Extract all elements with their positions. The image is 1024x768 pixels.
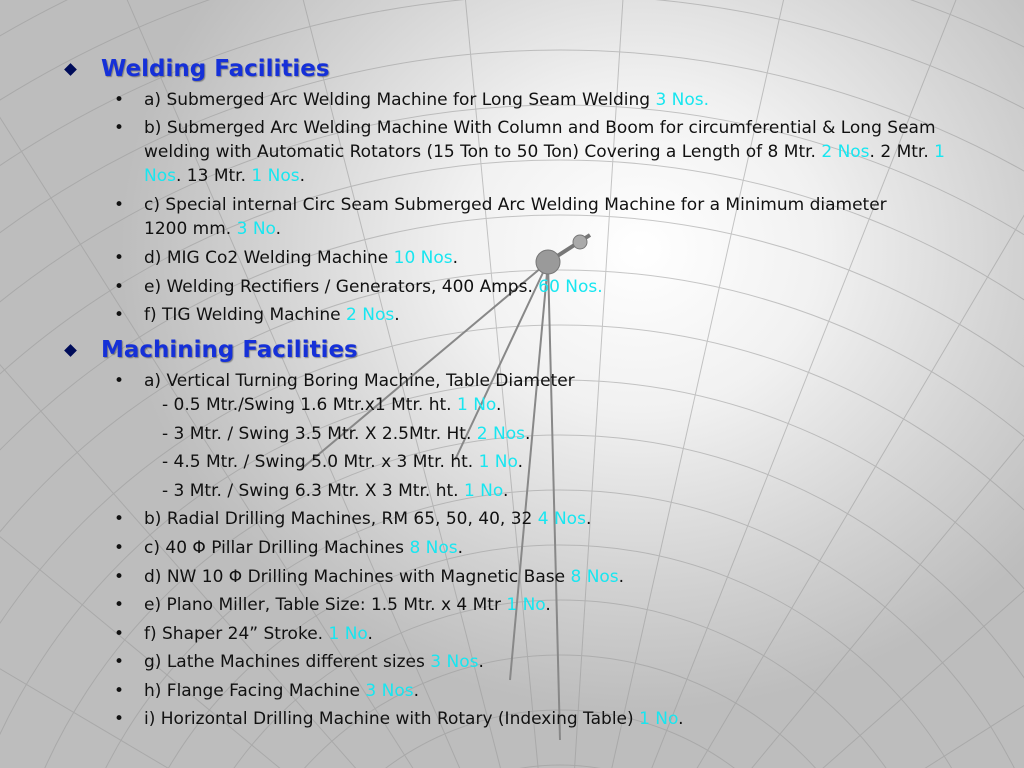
quantity: 8 Nos [409,538,458,558]
quantity: 1 No [456,395,497,415]
quantity: 2 Nos [821,142,870,162]
bullet-dot-icon: • [114,248,125,268]
bullet-dot-icon: • [114,195,125,215]
quantity: 1 No [328,624,368,644]
bullet-dot-icon: • [114,652,125,672]
quantity: 3 No [236,219,276,239]
bullet-dot-icon: • [114,118,125,138]
quantity: 1 No [478,452,518,472]
bullet-dot-icon: • [114,538,125,558]
section-heading-machining [62,335,358,365]
bullet-dot-icon: • [114,595,125,615]
bullet-dot-icon: • [114,567,125,587]
quantity: 3 Nos [365,681,414,701]
quantity: 3 Nos [430,652,479,672]
list-item: • e) Welding Rectifiers / Generators, 400 Amps. 60 Nos. [114,277,603,297]
bullet-dot-icon: • [114,509,125,529]
bullet-dot-icon: • [114,371,125,391]
list-item: • b) Radial Drilling Machines, RM 65, 50, 40, 32 4 Nos. [114,509,592,529]
bullet-dot-icon: • [114,624,125,644]
sub-item: - 3 Mtr. / Swing 6.3 Mtr. X 3 Mtr. ht. 1 No. [162,481,509,501]
sub-item: - 4.5 Mtr. / Swing 5.0 Mtr. x 3 Mtr. ht. 1 No. [162,452,524,472]
quantity: 3 Nos. [655,90,710,110]
quantity: 2 Nos [346,305,395,325]
sub-item: - 3 Mtr. / Swing 3.5 Mtr. X 2.5Mtr. Ht. 2 Nos. [162,424,531,444]
quantity: 60 Nos. [538,277,603,297]
quantity: 2 Nos [476,424,525,444]
diamond-bullet-icon [64,344,77,357]
diamond-bullet-icon [64,63,77,76]
list-item: • c) Special internal Circ Seam Submerged Arc Welding Machine for a Minimum diameter 1200 mm. 3 No. [114,195,887,239]
bullet-dot-icon: • [114,277,125,297]
list-item: • d) MIG Co2 Welding Machine 10 Nos. [114,248,459,268]
list-item: • b) Submerged Arc Welding Machine With Column and Boom for circumferential & Long Seam welding with Automatic Rotators (15 Ton to 50 Ton) Covering a Length of 8 Mtr. 2 Nos. 2 Mtr. 1 Nos. 13 Mtr. 1 Nos. [114,118,945,186]
bullet-dot-icon: • [114,681,125,701]
list-item: • d) NW 10 Φ Drilling Machines with Magnetic Base 8 Nos. [114,567,625,587]
list-item: • h) Flange Facing Machine 3 Nos. [114,681,420,701]
list-item: • e) Plano Miller, Table Size: 1.5 Mtr. x 4 Mtr 1 No. [114,595,551,615]
heading-text: Welding Facilities [101,56,330,82]
heading-text: Machining Facilities [101,337,358,363]
quantity: 1 Nos [144,142,945,186]
quantity: 1 Nos [251,166,300,186]
quantity: 1 No [639,709,679,729]
bullet-dot-icon: • [114,709,125,729]
quantity: 1 No [463,481,503,501]
bullet-dot-icon: • [114,90,125,110]
list-item: • a) Submerged Arc Welding Machine for Long Seam Welding 3 Nos. [114,90,710,110]
sub-item: - 0.5 Mtr./Swing 1.6 Mtr.x1 Mtr. ht. 1 No. [162,395,502,415]
list-item: • i) Horizontal Drilling Machine with Rotary (Indexing Table) 1 No. [114,709,684,729]
list-item: • f) TIG Welding Machine 2 Nos. [114,305,400,325]
bullet-dot-icon: • [114,305,125,325]
list-item: • c) 40 Φ Pillar Drilling Machines 8 Nos. [114,538,464,558]
quantity: 1 No [506,595,546,615]
section-heading-welding [62,54,330,84]
quantity: 10 Nos [393,248,453,268]
list-item: • g) Lathe Machines different sizes 3 Nos. [114,652,484,672]
list-item: • f) Shaper 24” Stroke. 1 No. [114,624,373,644]
quantity: 4 Nos [537,509,586,529]
list-item: • a) Vertical Turning Boring Machine, Table Diameter [114,371,575,391]
quantity: 8 Nos [570,567,619,587]
